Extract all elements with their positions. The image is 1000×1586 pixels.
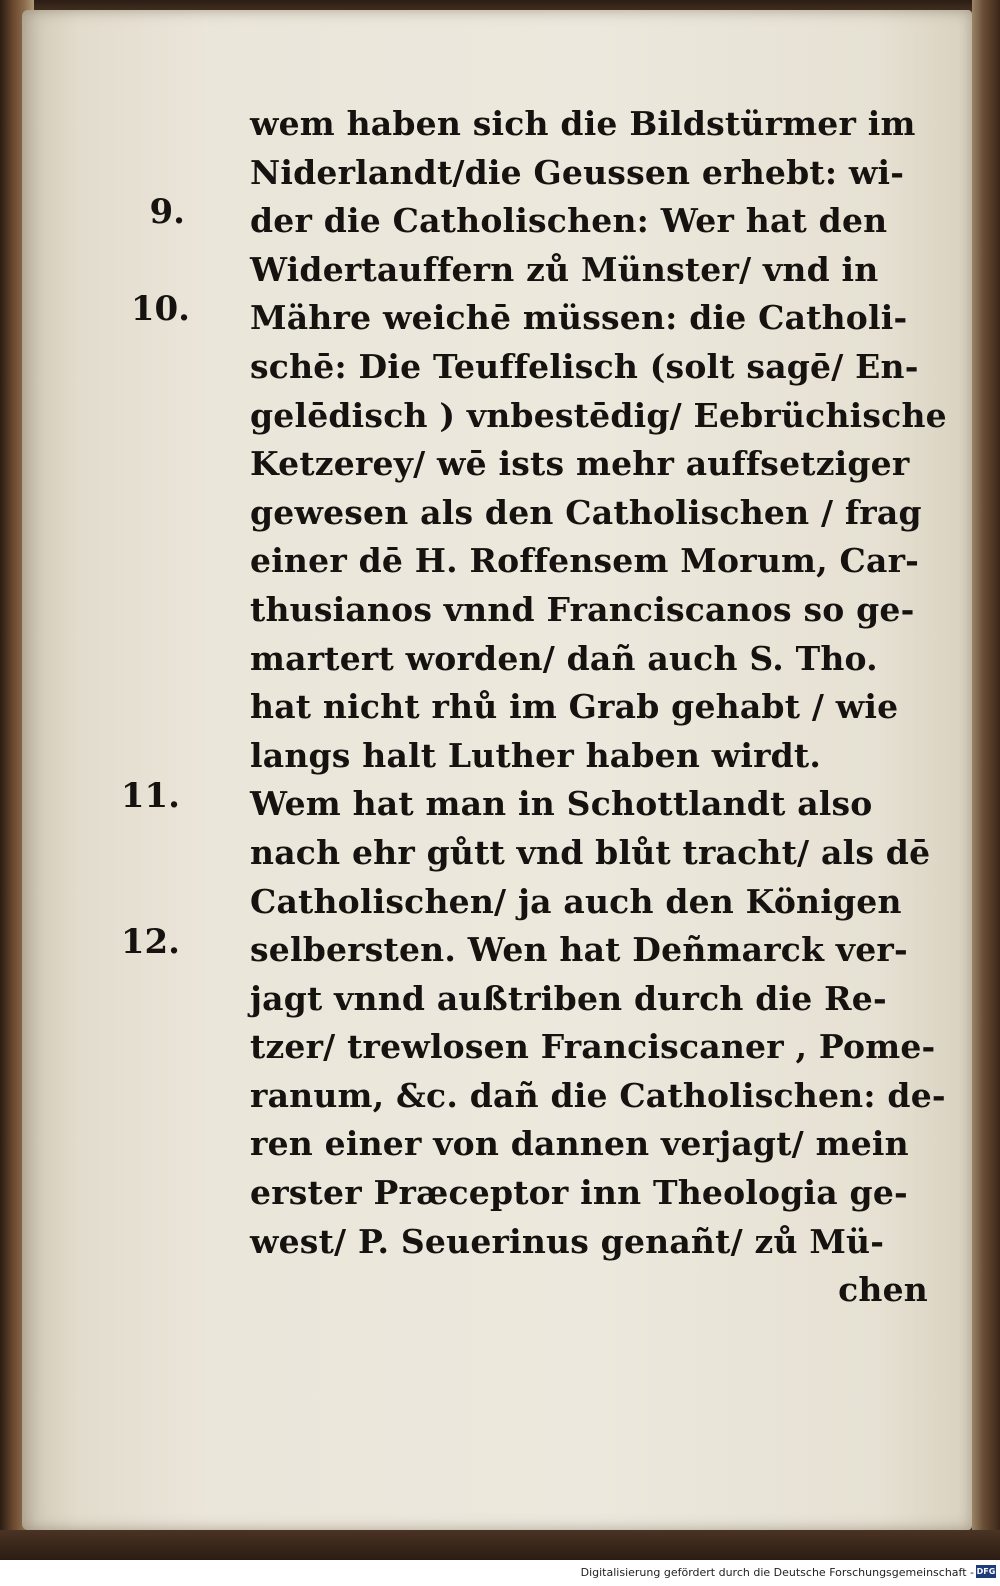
text-line: wem haben sich die Bildstürmer im [250,104,916,143]
text-line: jagt vnnd außtriben durch die Re- [250,978,887,1018]
text-line: selbersten. Wen hat Deñmarck ver- [250,930,908,970]
text-line: nach ehr gůtt vnd blůt tracht/ als dē [250,832,931,872]
text-line: martert worden/ dañ auch S. Tho. [250,638,878,678]
text-line: langs halt Luther haben wirdt. [250,735,822,775]
margin-number-9: 9. [149,192,185,232]
text-line: Mähre weichē müssen: die Catholi- [250,298,908,338]
text-line: erster Præceptor inn Theologia ge- [250,1173,908,1213]
dfg-logo: DFG [976,1567,996,1576]
text-line: Wem hat man in Schottlandt also [250,784,873,824]
text-line: ranum, &c. dañ die Catholischen: de- [250,1075,946,1115]
text-line: gewesen als den Catholischen / frag [250,492,922,532]
text-line: Catholischen/ ja auch den Königen [250,881,902,921]
digitization-credit: Digitalisierung gefördert durch die Deutsche Forschungsgemeinschaft - [580,1566,974,1579]
catchword: chen [838,1270,928,1310]
text-line: gelēdisch ) vnbestēdig/ Eebrüchische [250,395,947,435]
text-line: einer dē H. Roffensem Morum, Car- [250,541,920,581]
text-line: ren einer von dannen verjagt/ mein [250,1124,909,1164]
book-fore-edge [972,0,1000,1560]
text-line: west/ P. Seuerinus genañt/ zů Mü- [250,1221,885,1261]
margin-number-12: 12. [120,922,180,962]
text-line: Ketzerey/ wē ists mehr auffsetziger [250,444,910,484]
text-line: der die Catholischen: Wer hat den [250,201,888,241]
margin-number-11: 11. [120,776,180,816]
book-bottom-edge [0,1530,1000,1560]
text-line: hat nicht rhů im Grab gehabt / wie [250,687,899,727]
text-line: thusianos vnnd Franciscanos so ge- [250,589,915,629]
text-line: Niderlandt/die Geussen erhebt: wi- [250,152,905,192]
text-line: schē: Die Teuffelisch (solt sagē/ En- [250,346,919,386]
margin-number-10: 10. [130,289,190,329]
text-line: tzer/ trewlosen Franciscaner , Pome- [250,1027,936,1067]
text-line: Widertauffern zů Münster/ vnd in [250,249,879,289]
body-text [250,100,950,1315]
